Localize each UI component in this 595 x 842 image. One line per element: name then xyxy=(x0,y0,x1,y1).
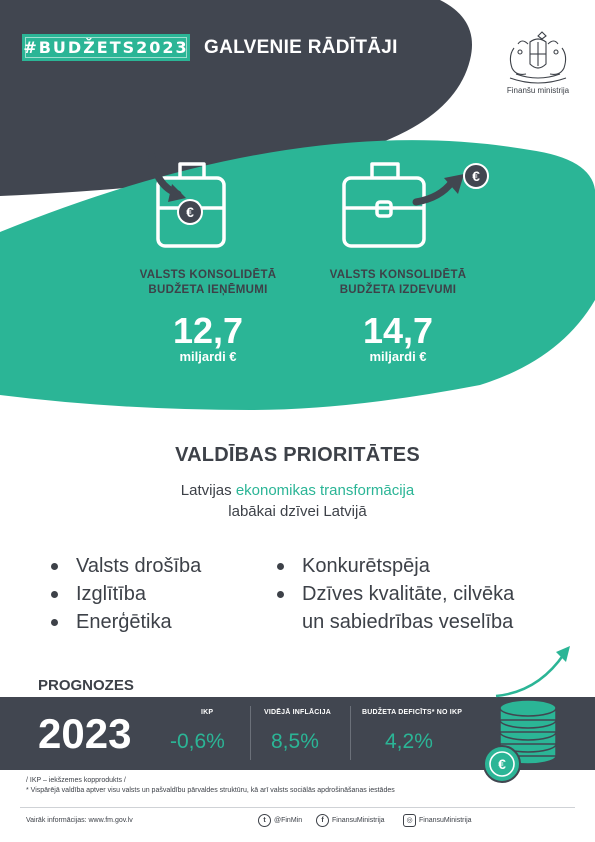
coin-stack-icon xyxy=(478,640,578,790)
expense-label-line1: VALSTS KONSOLIDĒTĀ xyxy=(329,269,467,281)
svg-text:€: € xyxy=(498,756,506,772)
footnote-government: * Vispārējā valdība aptver visu valsts un pašvaldību pārvaldes struktūru, kā arī valsts sociālās apdrošināšanas iestādes xyxy=(26,787,395,794)
priorities-right-list xyxy=(274,552,514,636)
expense-unit: miljardi € xyxy=(369,349,427,364)
expense-label xyxy=(303,268,493,298)
list-item: Valsts drošība xyxy=(48,552,201,580)
forecast-year: 2023 xyxy=(38,710,132,757)
hashtag-badge xyxy=(22,34,190,61)
income-label-line1: VALSTS KONSOLIDĒTĀ xyxy=(139,269,277,281)
income-label xyxy=(113,268,303,298)
deficit-label: BUDŽETA DEFICĪTS* NO IKP xyxy=(362,709,463,716)
income-label-line2: BUDŽETA IEŅĒMUMI xyxy=(148,284,268,296)
ministry-name: Finanšu ministrija xyxy=(506,86,570,95)
twitter-icon: t xyxy=(258,814,271,827)
footnote-gdp: / IKP – iekšzemes kopprodukts / xyxy=(26,777,126,784)
facebook-handle: FinansuMinistrija xyxy=(332,816,385,824)
inflation-label: VIDĒJĀ INFLĀCIJA xyxy=(264,709,331,716)
list-item: Enerģētika xyxy=(48,608,201,636)
forecast-title: PROGNOZES xyxy=(38,677,134,694)
list-item-continuation: un sabiedrības veselība xyxy=(302,611,514,633)
expense-label-line2: BUDŽETA IZDEVUMI xyxy=(339,284,457,296)
instagram-icon: ◎ xyxy=(403,814,416,827)
svg-text:€: € xyxy=(186,204,194,220)
twitter-handle: @FinMin xyxy=(274,816,303,824)
briefcase-income-icon xyxy=(146,150,232,250)
divider xyxy=(250,706,251,760)
income-value: 12,7 xyxy=(172,310,244,351)
list-item: Izglītība xyxy=(48,580,201,608)
subtitle-accent: ekonomikas transformācija xyxy=(235,482,415,499)
subtitle-pre: Latvijas xyxy=(180,482,236,499)
income-unit: miljardi € xyxy=(179,349,237,364)
facebook-link[interactable] xyxy=(316,813,385,827)
divider xyxy=(350,706,351,760)
facebook-icon: f xyxy=(316,814,329,827)
footnotes xyxy=(26,776,395,796)
list-item: Konkurētspēja xyxy=(274,552,514,580)
subtitle-line2: labākai dzīvei Latvijā xyxy=(228,503,367,520)
twitter-link[interactable] xyxy=(258,813,302,827)
footer-divider xyxy=(20,807,575,808)
gdp-label: IKP xyxy=(201,709,214,716)
svg-text:€: € xyxy=(472,168,480,184)
expense-value: 14,7 xyxy=(362,310,434,351)
instagram-handle: FinansuMinistrija xyxy=(419,816,472,824)
inflation-value: 8,5% xyxy=(271,730,319,753)
priorities-subtitle xyxy=(0,480,595,522)
gdp-value: -0,6% xyxy=(170,730,225,753)
page-title: GALVENIE RĀDĪTĀJI xyxy=(204,37,398,58)
coat-of-arms-logo xyxy=(500,28,576,88)
deficit-value: 4,2% xyxy=(385,730,433,753)
priorities-title: VALDĪBAS PRIORITĀTES xyxy=(175,444,420,466)
footer-more-info[interactable]: Vairāk informācijas: www.fm.gov.lv xyxy=(26,817,133,824)
priorities-left-list xyxy=(48,552,201,636)
briefcase-expense-icon xyxy=(340,150,490,250)
instagram-link[interactable] xyxy=(403,813,472,827)
list-item: Dzīves kvalitāte, cilvēka xyxy=(274,580,514,608)
hashtag-text: #BUDŽETS2023 xyxy=(23,38,189,57)
